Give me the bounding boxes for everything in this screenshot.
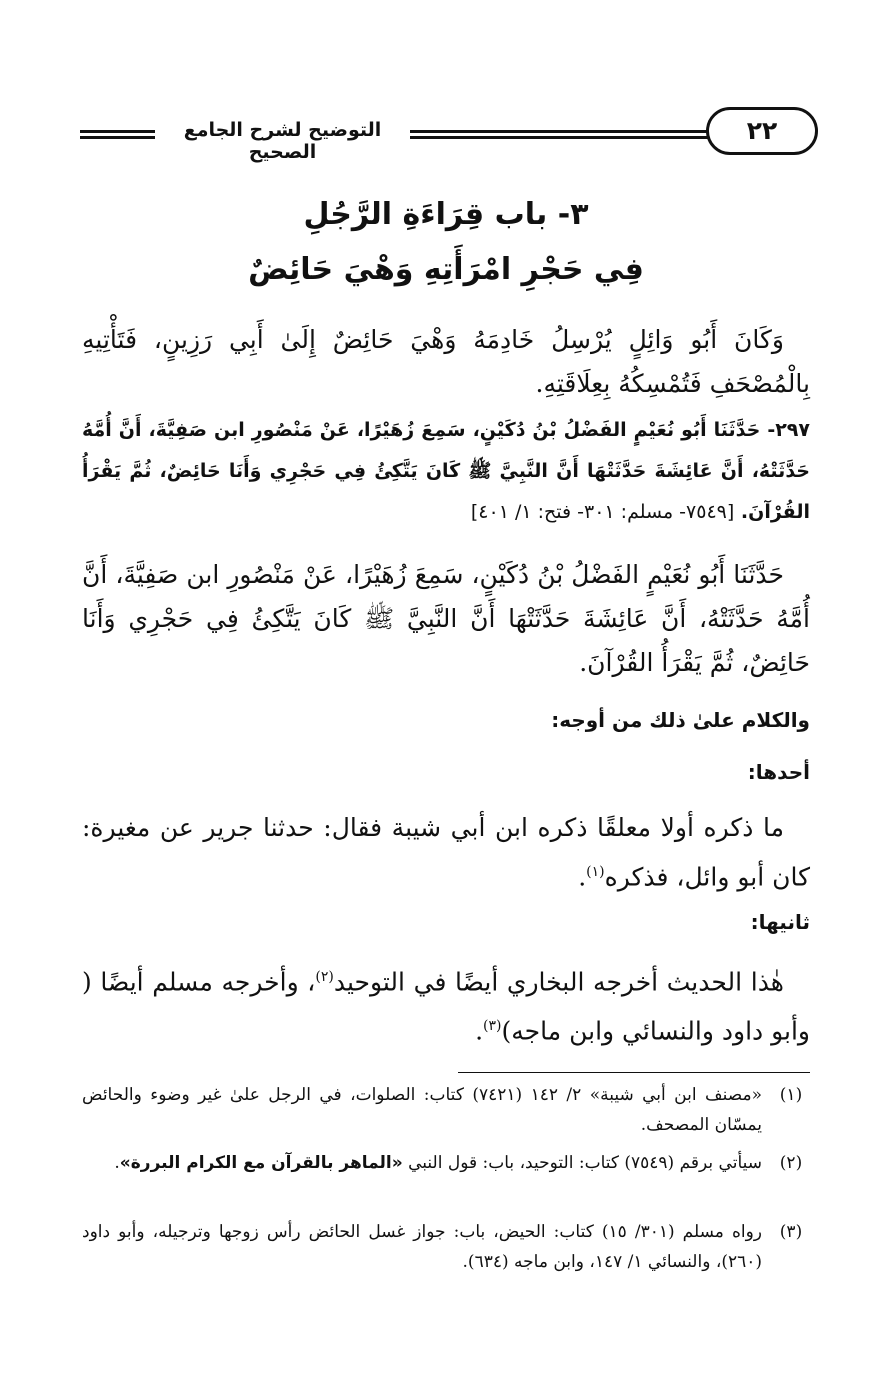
chapter-title-line1: ٣- باب قِرَاءَةِ الرَّجُلِ [303,197,589,232]
footnote-2 [82,1148,810,1178]
footnote-number: (٢) [779,1153,803,1173]
footnote-text-b: . [114,1153,120,1173]
second-text-a: هٰذا الحديث أخرجه البخاري أيضًا في التوحيد [333,967,784,997]
footnote-number: (٣) [779,1222,803,1242]
hadith-paragraph [82,410,810,533]
second-text-end: . [475,1016,484,1046]
hadith-repeat-paragraph: حَدَّثَنَا أَبُو نُعَيْمٍ الفَضْلُ بْنُ دُكَيْنٍ، سَمِعَ زُهَيْرًا، عَنْ مَنْصُورِ ابن صَفِيَّةَ، أَنَّ أُمَّهُ حَدَّثَتْهُ، أَنَّ عَائِشَةَ حَدَّثَتْهَا أَنَّ النَّبِيَّ ﷺ كَانَ يَتَّكِئُ فِي حَجْرِي وَأَنَا حَائِضٌ، ثُمَّ يَقْرَأُ القُرْآنَ. [82,560,810,677]
footnote-text: «مصنف ابن أبي شيبة» ٢/ ١٤٢ (٧٤٢١) كتاب: الصلوات، في الرجل علىٰ غير وضوء والحائض يمسّان المصحف. [82,1085,762,1135]
second-heading: ثانيها: [750,910,810,934]
discussion-heading: والكلام علىٰ ذلك من أوجه: [551,708,810,732]
footnote-quote: «الماهر بالقرآن مع الكرام البررة» [119,1153,403,1173]
intro-line1: وَكَانَ أَبُو وَائِلٍ يُرْسِلُ خَادِمَهُ وَهْيَ حَائِضٌ إِلَىٰ أَبِي رَزِينٍ، [153,325,784,354]
second-text-b: ، وأخرجه مسلم أيضًا ( وأبو داود والنسائي وابن ماجه) [82,967,810,1046]
footnote-ref-1[interactable]: (١) [586,864,605,880]
footnote-ref-2[interactable]: (٢) [315,969,334,985]
first-text-end: . [578,862,587,892]
footnote-text: رواه مسلم (٣٠١/ ١٥) كتاب: الحيض، باب: جواز غسل الحائض رأس زوجها وترجيله، وأبو داود (٢٦٠)، والنسائي ١/ ١٤٧، وابن ماجه (٦٣٤). [82,1222,763,1272]
footnote-separator [458,1072,810,1073]
footnote-text-a: سيأتي برقم (٧٥٤٩) كتاب: التوحيد، باب: قول النبي [402,1153,762,1173]
footnote-ref-3[interactable]: (٣) [483,1018,502,1035]
footnote-text [82,1148,762,1178]
first-text: ما ذكره أولا معلقًا ذكره ابن أبي شيبة فقال: حدثنا جرير عن مغيرة: كان أبو وائل، فذكره [82,813,810,892]
hadith-number: ٢٩٧- [767,419,810,441]
book-title: التوضيح لشرح الجامع الصحيح [183,119,382,163]
first-paragraph [82,806,810,899]
footnote-3 [82,1217,810,1277]
hadith-text: حَدَّثَنَا أَبُو نُعَيْمٍ الفَضْلُ بْنُ دُكَيْنٍ، سَمِعَ زُهَيْرًا، عَنْ مَنْصُورِ ابن صَفِيَّةَ، أَنَّ أُمَّهُ حَدَّثَتْهُ، أَنَّ عَائِشَةَ حَدَّثَتْهَا أَنَّ النَّبِيَّ ﷺ كَانَ يَتَّكِئُ فِي حَجْرِي وَأَنَا حَائِضٌ، ثُمَّ يَقْرَأُ القُرْآنَ. [82,419,810,523]
second-paragraph [82,955,810,1054]
footnote-1 [82,1080,810,1140]
page-header [80,105,810,161]
footnote-number: (١) [779,1085,803,1105]
hadith-references: [٧٥٤٩- مسلم: ٣٠١- فتح: ١/ ٤٠١] [470,501,735,523]
page-number: ٢٢ [706,107,818,155]
chapter-title-line2: فِي حَجْرِ امْرَأَتِهِ وَهْيَ حَائِضٌ [248,252,644,287]
intro-line2: فَتَأْتِيهِ بِالْمُصْحَفِ فَتُمْسِكُهُ بِعِلَاقَتِهِ. [82,325,810,398]
header-rule-left [80,130,155,139]
intro-paragraph [82,318,810,406]
first-heading: أحدها: [747,760,810,784]
